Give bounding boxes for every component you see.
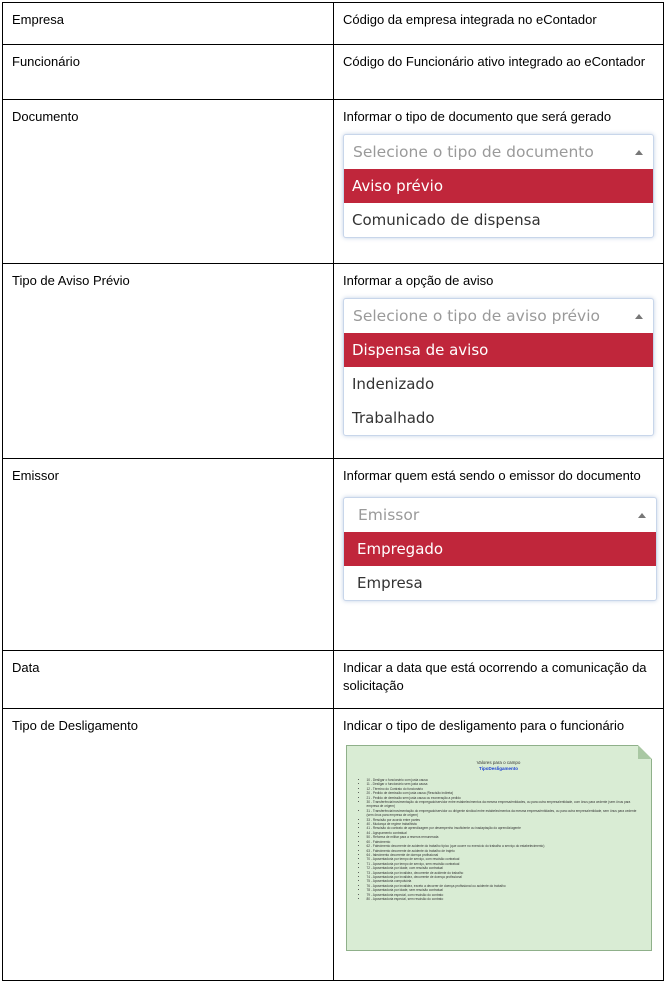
list-item: • 21 - Pedido de demissão sem justa causa ou exoneração a pedido <box>367 796 643 800</box>
field-name: Empresa <box>3 3 334 45</box>
field-name: Emissor <box>3 459 334 651</box>
option-empresa[interactable]: Empresa <box>357 574 423 592</box>
table-row <box>3 100 664 264</box>
list-item: • 75 - Aposentadoria compulsória <box>367 879 643 883</box>
list-item: • 20 - Pedido de demissão com justa causa (Rescisão indireta) <box>367 791 643 795</box>
field-description: Informar quem está sendo o emissor do documento <box>343 468 641 483</box>
field-name: Tipo de Desligamento <box>3 709 334 981</box>
list-item: • 79 - Aposentadoria especial, com rescisão do contrato <box>367 893 643 897</box>
field-name: Funcionário <box>3 45 334 100</box>
documento-dropdown[interactable] <box>343 134 654 238</box>
field-cell <box>334 459 664 651</box>
list-item: • 40 - Mudança de regime trabalhista <box>367 822 643 826</box>
option-dispensa-de-aviso[interactable]: Dispensa de aviso <box>344 333 653 367</box>
list-item: • 72 - Aposentadoria por idade, com rescisão contratual <box>367 866 643 870</box>
emissor-placeholder: Emissor <box>358 506 420 524</box>
field-cell <box>334 264 664 459</box>
desligamento-values-note <box>346 745 652 951</box>
list-item: • 10 - Desligar o funcionário com justa causa <box>367 778 643 782</box>
field-name: Documento <box>3 100 334 264</box>
field-description: Indicar o tipo de desligamento para o funcionário <box>343 718 625 733</box>
emissor-dropdown[interactable] <box>343 497 657 601</box>
option-comunicado-dispensa[interactable]: Comunicado de dispensa <box>352 211 541 229</box>
list-item: • 60 - Falecimento <box>367 840 643 844</box>
documento-select[interactable] <box>344 135 653 169</box>
table-row <box>3 651 664 709</box>
list-item: • 71 - Aposentadoria por tempo de serviço, sem rescisão contratual <box>367 862 643 866</box>
list-item: • 76 - Aposentadoria por invalidez, exceto a decorrer de doença profissional ou acidente do trabalho <box>367 884 643 888</box>
list-item: • 63 - Falecimento decorrente de acidente do trabalho de trajeto <box>367 849 643 853</box>
option-indenizado[interactable]: Indenizado <box>352 375 435 393</box>
table-row <box>3 709 664 981</box>
fields-table <box>2 2 664 981</box>
table-row <box>3 459 664 651</box>
option-trabalhado[interactable]: Trabalhado <box>352 409 435 427</box>
field-name: Data <box>3 651 334 709</box>
aviso-select[interactable] <box>344 299 653 333</box>
list-item: • 31 - Transferência/movimentação do empregado/servidor ou dirigente sindical entre estabelecimentos da mesma empresa/entidades, ou para outra empresa/entidade, sem ônus para cedente (sem ônus para empresa de origem) <box>367 809 643 818</box>
list-item: • 11 - Desligar o funcionário sem justa causa <box>367 782 643 786</box>
chevron-up-icon[interactable] <box>638 513 646 518</box>
list-item: • 73 - Aposentadoria por invalidez, decorrente de acidente do trabalho <box>367 871 643 875</box>
note-title: Valores para o campo <box>476 760 521 765</box>
list-item: • 80 - Aposentadoria especial, sem rescisão do contrato <box>367 897 643 901</box>
note-list <box>367 778 643 901</box>
table-row <box>3 264 664 459</box>
field-description: Informar a opção de aviso <box>343 273 494 288</box>
field-cell <box>334 100 664 264</box>
aviso-dropdown[interactable] <box>343 298 654 436</box>
chevron-up-icon[interactable] <box>635 150 643 155</box>
list-item: • 64 - falecimento decorrente de doença profissional <box>367 853 643 857</box>
list-item: • 78 - Aposentadoria por idade, sem rescisão contratual <box>367 888 643 892</box>
list-item: • 70 - Aposentadoria por tempo de serviço, com rescisão contratual <box>367 857 643 861</box>
option-empregado[interactable]: Empregado <box>344 532 656 566</box>
list-item: • 62 - Falecimento decorrente de acidente do trabalho típico (que ocorre no exercício do trabalho a serviço do estabelecimento) <box>367 844 643 848</box>
field-description: Código da empresa integrada no eContador <box>334 3 664 45</box>
list-item: • 33 - Rescisão por acordo entre partes <box>367 818 643 822</box>
documento-placeholder: Selecione o tipo de documento <box>353 143 594 161</box>
field-name: Tipo de Aviso Prévio <box>3 264 334 459</box>
field-cell <box>334 709 664 981</box>
list-item: • 50 - Reforma de militar para a reserva remunerada <box>367 835 643 839</box>
aviso-placeholder: Selecione o tipo de aviso prévio <box>353 307 600 325</box>
page-fold-icon <box>638 745 652 759</box>
field-description: Código do Funcionário ativo integrado ao eContador <box>334 45 664 100</box>
list-item: • 44 - Agrupamento contratual <box>367 831 643 835</box>
list-item: • 74 - Aposentadoria por invalidez, decorrente de doença profissional <box>367 875 643 879</box>
list-item: • 12 - Término do Contrato do funcionário <box>367 787 643 791</box>
field-description: Informar o tipo de documento que será gerado <box>343 109 612 124</box>
field-description: Indicar a data que está ocorrendo a comunicação da solicitação <box>334 651 664 709</box>
option-aviso-previo[interactable]: Aviso prévio <box>344 169 653 203</box>
emissor-select[interactable] <box>344 498 656 532</box>
table-row <box>3 3 664 45</box>
note-subtitle: TipoDesligamento <box>479 766 518 771</box>
chevron-up-icon[interactable] <box>635 314 643 319</box>
list-item: • 41 - Rescisão do contrato de aprendizagem por desempenho insuficiente ou inadaptação do aprendiz/agente <box>367 826 643 830</box>
list-item: • 30 - Transferência/movimentação do empregado/servidor entre estabelecimentos da mesma empresa/entidades, ou para outra empresa/entidade, com ônus para cedente (sem ônus para empresa de origem) <box>367 800 643 809</box>
table-row <box>3 45 664 100</box>
